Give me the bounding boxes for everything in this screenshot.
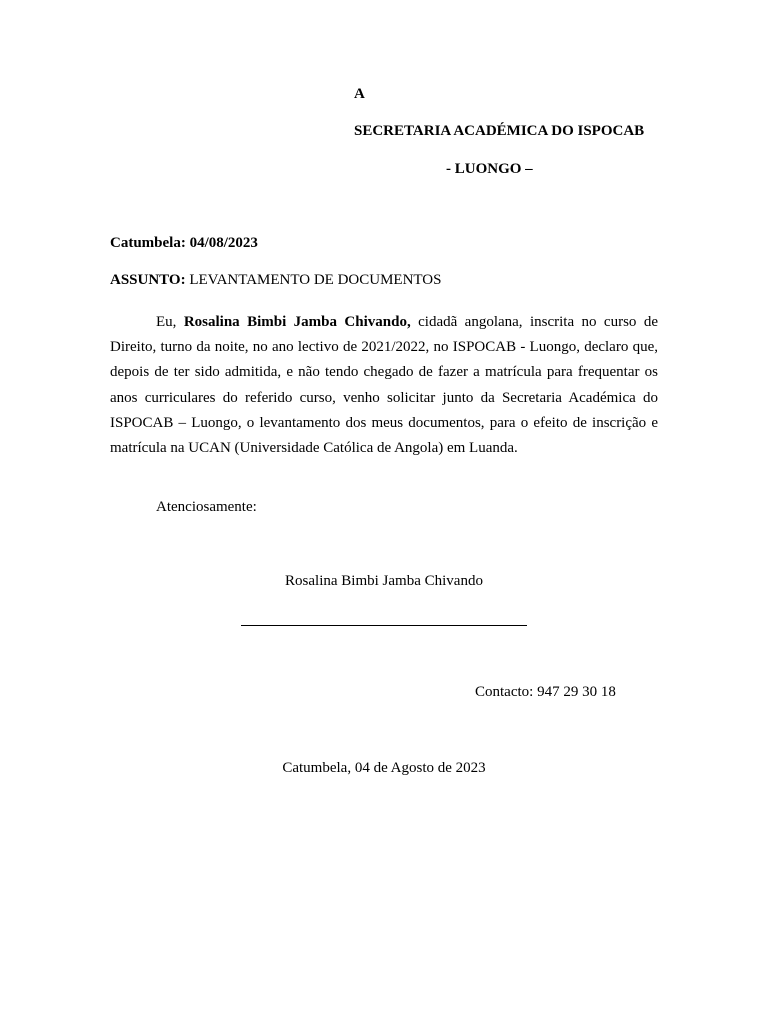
signature-line <box>241 625 527 626</box>
contact-info: Contacto: 947 29 30 18 <box>475 684 616 700</box>
body-paragraph <box>110 310 658 461</box>
addressee-line-1: A <box>354 86 365 102</box>
body-rest: cidadã angolana, inscrita no curso de Direito, turno da noite, no ano lectivo de 2021/2022, no ISPOCAB - Luongo, declaro que, depois de ter sido admitida, e não tendo chegado de fazer a matrícula para frequentar os anos curriculares do referido curso, venho solicitar junto da Secretaria Académica do ISPOCAB – Luongo, o levantamento dos meus documentos, para o efeito de inscrição e matrícula na UCAN (Universidade Católica de Angola) em Luanda. <box>110 314 658 457</box>
signature-name: Rosalina Bimbi Jamba Chivando <box>285 573 483 589</box>
closing: Atenciosamente: <box>156 499 257 515</box>
body-name: Rosalina Bimbi Jamba Chivando, <box>183 314 411 330</box>
subject-line <box>110 272 441 289</box>
addressee-line-2: SECRETARIA ACADÉMICA DO ISPOCAB <box>354 123 645 139</box>
subject-label: ASSUNTO: <box>110 272 186 288</box>
addressee-line-3: - LUONGO – <box>446 161 533 177</box>
body-intro: Eu, <box>156 314 184 330</box>
place-date: Catumbela, 04 de Agosto de 2023 <box>282 760 486 776</box>
letter-date: Catumbela: 04/08/2023 <box>110 235 258 251</box>
subject-text: LEVANTAMENTO DE DOCUMENTOS <box>185 272 442 288</box>
